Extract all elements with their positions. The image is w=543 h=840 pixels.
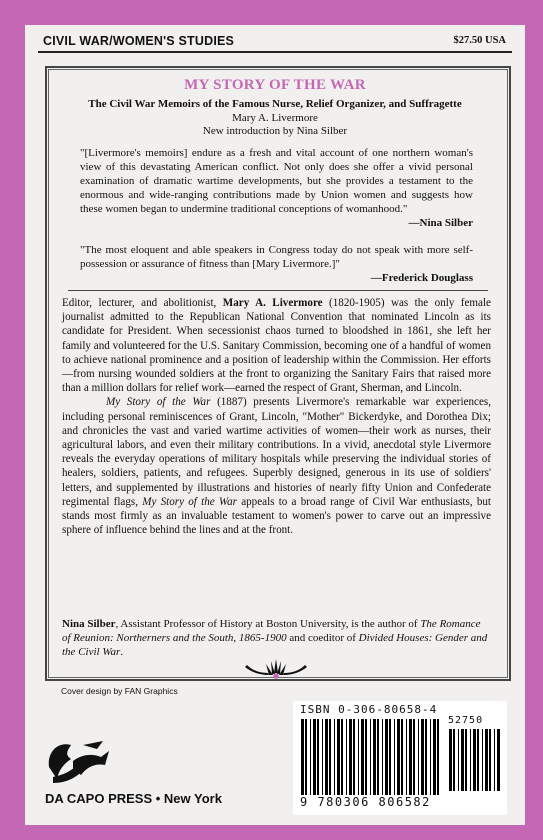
back-cover xyxy=(25,25,525,825)
description xyxy=(62,296,491,537)
price-label: $27.50 USA xyxy=(453,35,506,46)
description-paragraph: Editor, lecturer, and abolitionist, Mary A. Livermore (1820-1905) was the only female journalist admitted to the Republican National Convention that nominated Lincoln as its candidate for President. When secessionist chaos turned to bloodshed in 1861, she left her family and volunteered for the U.S. Sanitary Commission, becoming one of a handful of women to achieve national prominence and a position of leadership within the Commission. Her efforts—from nursing wounded soldiers at the front to organizing the Sanitary Fairs that raised more than a million dollars for relief work—earned the respect of Grant, Sherman, and Lincoln. xyxy=(62,297,491,395)
quote-silber xyxy=(80,146,473,230)
book-author: Mary A. Livermore xyxy=(232,112,318,124)
publisher-logo xyxy=(43,725,115,791)
book-subtitle: The Civil War Memoirs of the Famous Nurse, Relief Organizer, and Suffragette xyxy=(88,98,462,110)
quote-attribution: —Frederick Douglass xyxy=(370,272,473,284)
book-title-ref: My Story of the War xyxy=(106,396,211,409)
quote-text: "The most eloquent and able speakers in Congress today do not speak with more self-possession or assurance of fitness than [Mary Livermore.]" xyxy=(80,244,473,270)
quote-attribution: —Nina Silber xyxy=(408,217,473,229)
publisher-name: DA CAPO PRESS • New York xyxy=(45,791,222,806)
quote-text: "[Livermore's memoirs] endure as a fresh and vital account of one northern woman's view of this devastating American conflict. Not only does she offer a vivid personal examination of dramatic wartime developments, but she provides a testament to the enormous and wide-ranging contributions made by Union women and suggests how these women began to undermine traditional conceptions of womanhood." xyxy=(80,147,473,215)
book-title-ref: My Story of the War xyxy=(142,495,237,508)
author-name: Mary A. Livermore xyxy=(222,297,323,309)
price-addon-code: 52750 xyxy=(448,715,484,726)
design-credit: Cover design by FAN Graphics xyxy=(61,686,178,696)
contributor-bio: Nina Silber, Assistant Professor of History at Boston University, is the author of The Romance of Reunion: Northerners and the South, 1865-1900 and coeditor of Divided Houses: Gender and the Civil War. xyxy=(62,618,488,658)
introduction-credit: New introduction by Nina Silber xyxy=(202,125,348,137)
isbn-barcode xyxy=(293,701,507,815)
section-divider xyxy=(68,290,488,291)
ean-number: 9 780306 806582 xyxy=(300,795,431,809)
isbn-text: ISBN 0-306-80658-4 xyxy=(300,703,438,716)
header-rule xyxy=(38,51,512,53)
decorative-ornament xyxy=(241,653,311,679)
bio-name: Nina Silber xyxy=(62,618,116,630)
description-paragraph: My Story of the War (1887) presents Livermore's remarkable war experiences, including personal reminiscences of Grant, Lincoln, "Mother" Bickerdyke, and Dorothea Dix; and chronicles the vast and varied wartime activities of women—their work as nurses, their agricultural labors, and even their military contributions. In a vivid, anecdotal style Livermore reveals the everyday operations of military hospitals while preserving the individual stories of healers, soldiers, patients, and refugees. Superbly designed, generous in its use of soldiers' letters, and supplemented by illustrations and histories of nearly fifty Union and Confederate regimental flags, My Story of the War appeals to a broad range of Civil War enthusiasts, but stands most firmly as an invaluable testament to women's power to carve out an impressive sphere of influence behind the lines and at the front. xyxy=(62,396,491,537)
book-title: MY STORY OF THE WAR xyxy=(184,77,366,93)
quote-douglass xyxy=(80,243,473,285)
series-label: CIVIL WAR/WOMEN'S STUDIES xyxy=(43,34,235,48)
